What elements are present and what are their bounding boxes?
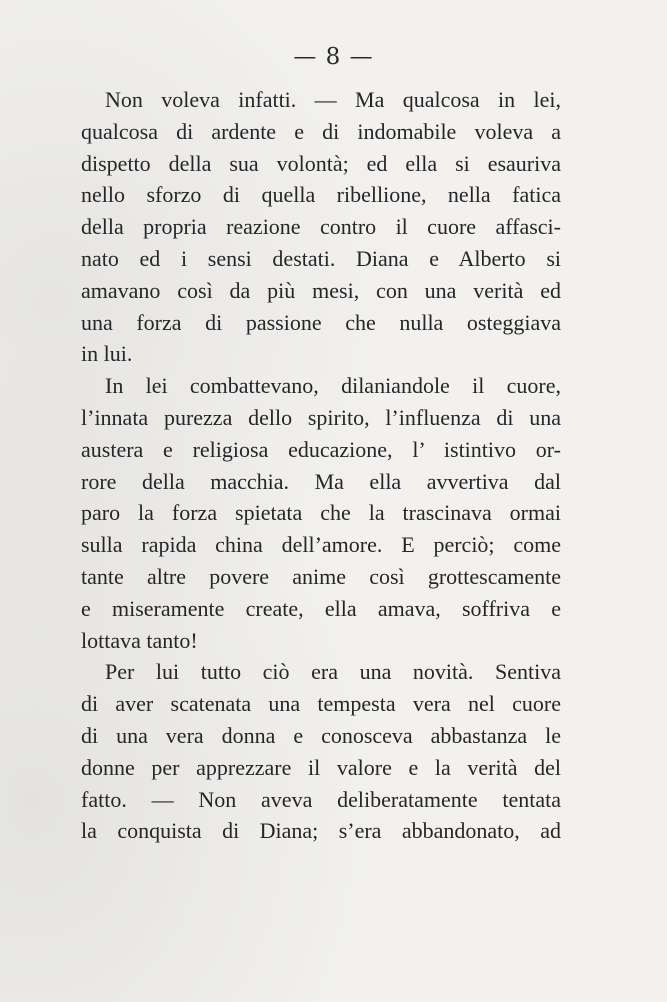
text-line: In lei combattevano, dilaniandole il cuore, [105,373,561,399]
text-line: di aver scatenata una tempesta vera nel cuore [81,691,561,717]
text-line: nato ed i sensi destati. Diana e Alberto si [81,245,561,271]
text-line: qualcosa di ardente e di indomabile voleva a [81,118,561,144]
page-number: — 8 — [293,44,374,70]
text-line: fatto. — Non aveva deliberatamente tentata [81,786,561,812]
text-line: sulla rapida china dell’amore. E perciò; come [81,532,561,558]
text-line: in lui. [81,341,133,367]
text-line: la conquista di Diana; s’era abbandonato, ad [81,818,561,844]
body-text [81,84,561,847]
text-line: di una vera donna e conosceva abbastanza le [81,722,561,748]
text-line: Per lui tutto ciò era una novità. Sentiva [105,659,561,685]
text-line: austera e religiosa educazione, l’ istintivo or- [81,436,561,462]
text-line: donne per apprezzare il valore e la verità del [81,754,561,780]
text-line: della propria reazione contro il cuore affasci- [81,214,561,240]
text-line: paro la forza spietata che la trascinava ormai [81,500,561,526]
text-line: e miseramente create, ella amava, soffriva e [81,595,561,621]
text-line: dispetto della sua volontà; ed ella si esauriva [81,150,561,176]
text-line: Non voleva infatti. — Ma qualcosa in lei, [105,87,561,112]
text-line: nello sforzo di quella ribellione, nella fatica [81,182,561,208]
text-line: tante altre povere anime così grottescamente [81,563,561,589]
text-line: l’innata purezza dello spirito, l’influenza di una [81,404,561,430]
text-line: amavano così da più mesi, con una verità ed [81,277,561,303]
text-line: lottava tanto! [81,627,198,653]
text-line: rore della macchia. Ma ella avvertiva dal [81,468,561,494]
text-line: una forza di passione che nulla osteggiava [81,309,561,335]
